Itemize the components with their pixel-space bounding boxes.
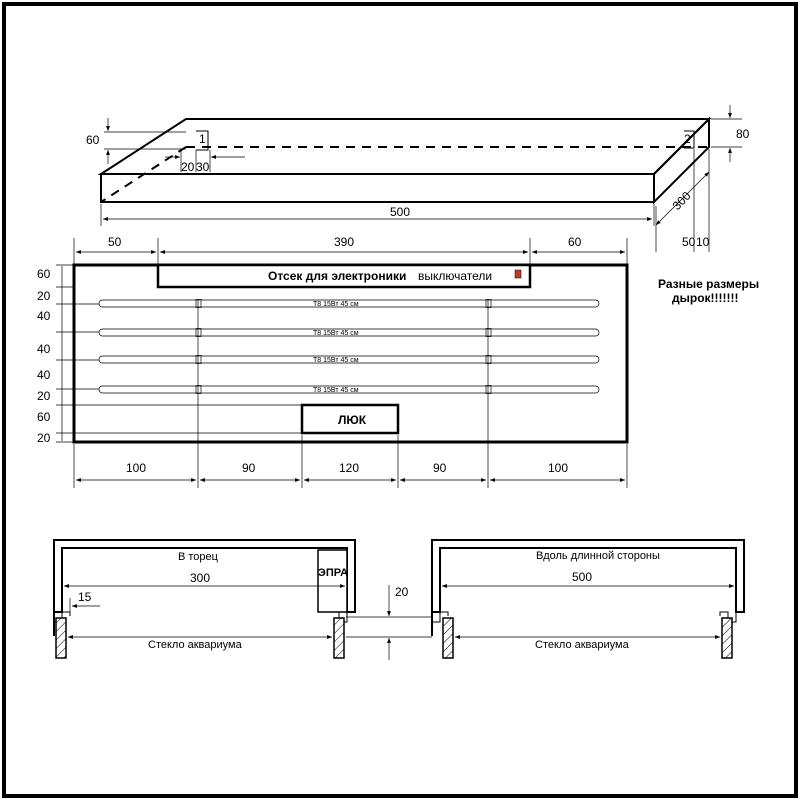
marker-1: 1 — [199, 132, 206, 146]
dim-bottom-100: 100 — [548, 461, 569, 475]
dim-left-20: 20 — [37, 289, 51, 303]
note-line-1: Разные размеры — [658, 277, 760, 291]
electronics-label: Отсек для электроники — [268, 269, 407, 283]
iso-front-face — [101, 174, 654, 202]
section-long-title: Вдоль длинной стороны — [536, 550, 660, 562]
dim-left-60: 60 — [37, 410, 51, 424]
section-long — [432, 540, 744, 658]
lamp-label: T8 15Вт 45 см — [313, 387, 359, 394]
switch-indicator — [515, 270, 521, 278]
dim-long-500: 500 — [572, 570, 593, 584]
dim-iso-30: 30 — [196, 160, 210, 174]
dim-iso-20: 20 — [181, 160, 195, 174]
iso-right-face — [654, 119, 709, 202]
dim-iso-depth: 300 — [669, 188, 694, 213]
dim-left-20: 20 — [37, 431, 51, 445]
dim-left-40: 40 — [37, 309, 51, 323]
dim-top-390: 390 — [334, 235, 355, 249]
note-line-2: дырок!!!!!!! — [672, 291, 739, 305]
frame-border — [4, 4, 796, 796]
dim-bottom-100: 100 — [126, 461, 147, 475]
dim-gap-20: 20 — [395, 585, 409, 599]
iso-view — [86, 105, 750, 252]
section-end — [54, 540, 355, 658]
ballast-label: ЭПРА — [318, 567, 349, 579]
dim-bottom-90: 90 — [242, 461, 256, 475]
top-view — [37, 235, 759, 488]
section-end-title: В торец — [178, 551, 218, 563]
glass-right — [722, 618, 732, 658]
dim-bottom-120: 120 — [339, 461, 360, 475]
dim-left-40: 40 — [37, 368, 51, 382]
glass-right — [334, 618, 344, 658]
lamp-3 — [99, 356, 599, 365]
dim-top-60: 60 — [568, 235, 582, 249]
dim-iso-50: 50 — [682, 235, 696, 249]
gap-dimension — [346, 585, 432, 660]
glass-left — [56, 618, 66, 658]
lamp-1 — [99, 300, 599, 309]
glass-label-long: Стекло аквариума — [535, 639, 629, 651]
marker-2: 2 — [684, 132, 691, 146]
switches-label: выключатели — [418, 269, 493, 283]
lamp-label: T8 15Вт 45 см — [313, 357, 359, 364]
ballast-box — [318, 550, 347, 612]
lamp-label: T8 15Вт 45 см — [313, 330, 359, 337]
dim-end-300: 300 — [190, 571, 211, 585]
glass-left — [443, 618, 453, 658]
dim-left-40: 40 — [37, 342, 51, 356]
lamp-2 — [99, 329, 599, 338]
dim-top-50: 50 — [108, 235, 122, 249]
dim-iso-length: 500 — [390, 205, 411, 219]
dim-left-20: 20 — [37, 389, 51, 403]
dim-end-15: 15 — [78, 590, 92, 604]
glass-label-end: Стекло аквариума — [148, 639, 242, 651]
dim-iso-height-left: 60 — [86, 133, 100, 147]
hatch-label: ЛЮК — [338, 413, 367, 427]
dim-left-60: 60 — [37, 267, 51, 281]
lamp-4 — [99, 386, 599, 395]
dim-iso-height-right: 80 — [736, 127, 750, 141]
dim-bottom-90: 90 — [433, 461, 447, 475]
lamp-label: T8 15Вт 45 см — [313, 301, 359, 308]
dim-iso-10: 10 — [696, 235, 710, 249]
